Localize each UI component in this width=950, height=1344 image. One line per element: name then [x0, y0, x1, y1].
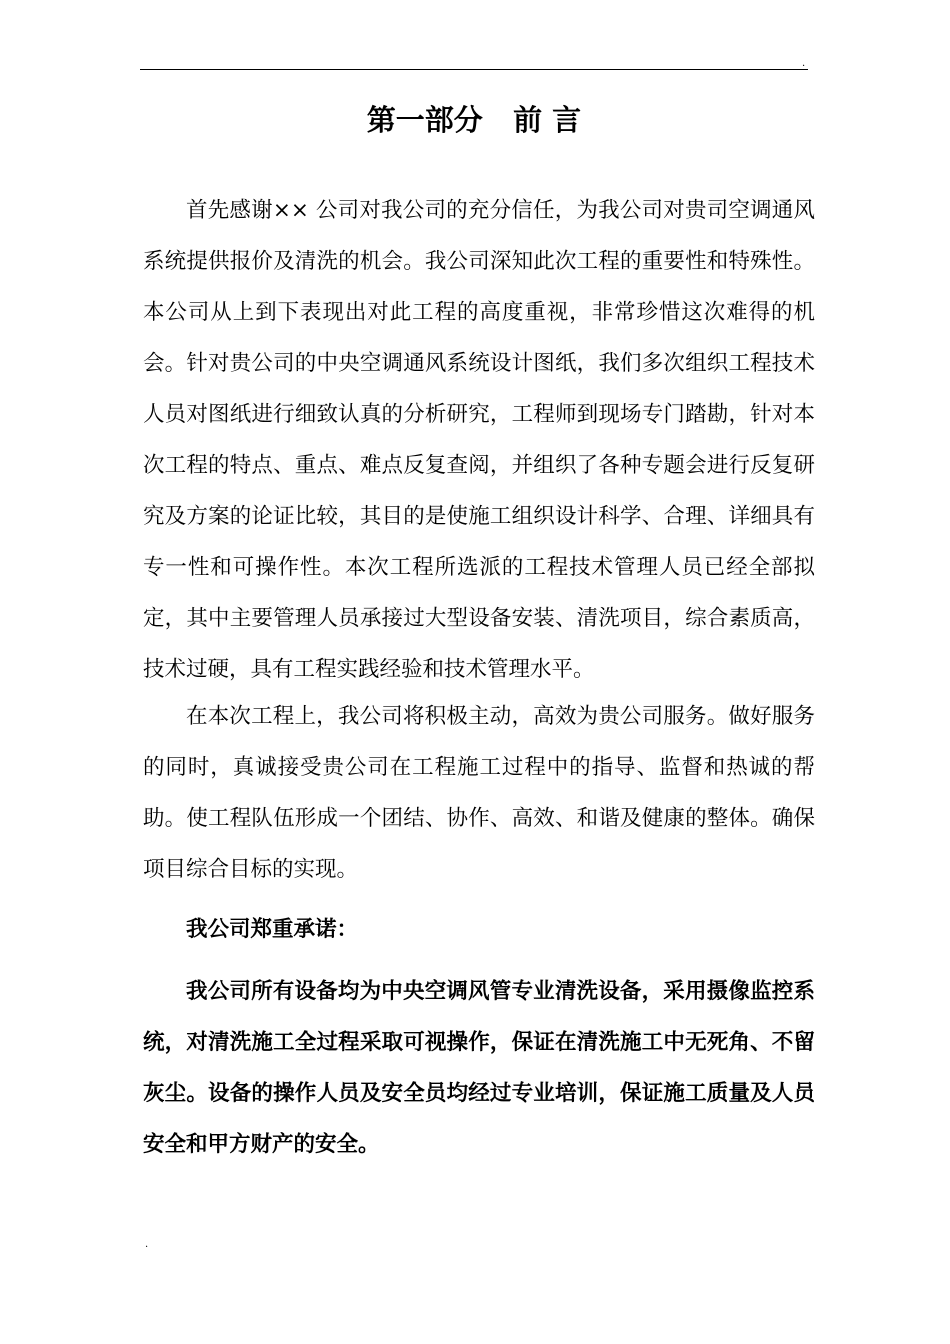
page-title: 第一部分 前 言 [366, 103, 582, 137]
footer-mark: . [145, 1239, 149, 1250]
header-rule [140, 69, 808, 70]
service-paragraph: 在本次工程上，我公司将积极主动，高效为贵公司服务。做好服务的同时，真诚接受贵公司在工程施工过程中的指导、监督和热诚的帮助。使工程队伍形成一个团结、协作、高效、和谐及健康的整体。确保项目综合目标的实现。 [143, 704, 815, 882]
commitment-paragraph: 我公司所有设备均为中央空调风管专业清洗设备，采用摄像监控系统，对清洗施工全过程采取可视操作，保证在清洗施工中无死角、不留灰尘。设备的操作人员及安全员均经过专业培训，保证施工质量及人员安全和甲方财产的安全。 [143, 979, 815, 1157]
commitment-heading: 我公司郑重承诺： [186, 917, 359, 942]
intro-paragraph: 首先感谢×× 公司对我公司的充分信任，为我公司对贵司空调通风系统提供报价及清洗的机会。我公司深知此次工程的重要性和特殊性。本公司从上到下表现出对此工程的高度重视，非常珍惜这次难得的机会。针对贵公司的中央空调通风系统设计图纸，我们多次组织工程技术人员对图纸进行细致认真的分析研究，工程师到现场专门踏勘，针对本次工程的特点、重点、难点反复查阅，并组织了各种专题会进行反复研究及方案的论证比较，其目的是使施工组织设计科学、合理、详细具有专一性和可操作性。本次工程所选派的工程技术管理人员已经全部拟定，其中主要管理人员承接过大型设备安装、清洗项目，综合素质高，技术过硬，具有工程实践经验和技术管理水平。 [143, 198, 815, 682]
header-mark: . [802, 58, 806, 69]
